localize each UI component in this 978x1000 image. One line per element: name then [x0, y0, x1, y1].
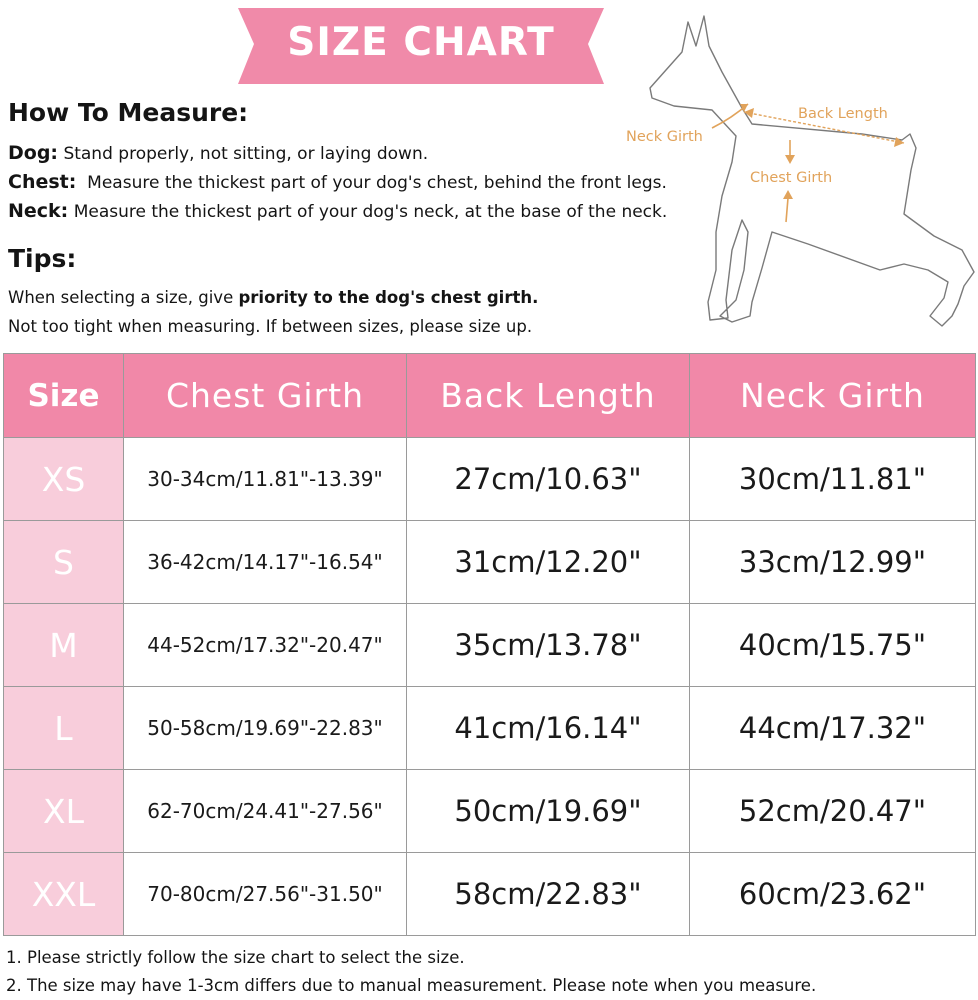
neck-cell: 40cm/15.75": [690, 604, 976, 687]
measure-neck: [8, 200, 667, 222]
dog-measure-diagram: [612, 0, 978, 345]
header-chest-girth: Chest Girth: [124, 354, 407, 438]
neck-cell: 33cm/12.99": [690, 521, 976, 604]
back-cell: 31cm/12.20": [407, 521, 690, 604]
page-title: SIZE CHART: [287, 20, 555, 65]
table-header-row: [4, 354, 976, 438]
size-cell: L: [4, 687, 124, 770]
size-cell: M: [4, 604, 124, 687]
table-row: [4, 687, 976, 770]
table-row: [4, 770, 976, 853]
header-back-length: Back Length: [407, 354, 690, 438]
neck-girth-label: Neck Girth: [626, 129, 703, 145]
size-cell: S: [4, 521, 124, 604]
chest-cell: 50-58cm/19.69"-22.83": [124, 687, 407, 770]
note-1: 1. Please strictly follow the size chart to select the size.: [6, 948, 465, 967]
back-length-label: Back Length: [798, 106, 888, 122]
table-row: [4, 604, 976, 687]
back-cell: 41cm/16.14": [407, 687, 690, 770]
tip-line-2: Not too tight when measuring. If between sizes, please size up.: [8, 317, 533, 336]
size-cell: XS: [4, 438, 124, 521]
measure-dog-label: Dog:: [8, 142, 59, 164]
neck-cell: 44cm/17.32": [690, 687, 976, 770]
tip-line-1-bold: priority to the dog's chest girth.: [238, 288, 539, 307]
neck-cell: 52cm/20.47": [690, 770, 976, 853]
back-cell: 58cm/22.83": [407, 853, 690, 936]
table-row: [4, 853, 976, 936]
chest-cell: 62-70cm/24.41"-27.56": [124, 770, 407, 853]
measure-dog-text: Stand properly, not sitting, or laying down.: [63, 144, 429, 164]
header-neck-girth: Neck Girth: [690, 354, 976, 438]
measure-neck-label: Neck:: [8, 200, 69, 222]
table-row: [4, 521, 976, 604]
chest-cell: 30-34cm/11.81"-13.39": [124, 438, 407, 521]
size-cell: XL: [4, 770, 124, 853]
measure-chest: [8, 171, 667, 193]
measure-chest-label: Chest:: [8, 171, 77, 193]
tip-line-1: [8, 288, 538, 307]
chest-girth-label: Chest Girth: [750, 170, 833, 186]
size-cell: XXL: [4, 853, 124, 936]
table-row: [4, 438, 976, 521]
size-table: [3, 353, 976, 936]
chest-cell: 70-80cm/27.56"-31.50": [124, 853, 407, 936]
chest-cell: 36-42cm/14.17"-16.54": [124, 521, 407, 604]
neck-cell: 30cm/11.81": [690, 438, 976, 521]
tips-heading: Tips:: [8, 244, 77, 273]
measure-chest-text: Measure the thickest part of your dog's chest, behind the front legs.: [87, 173, 667, 193]
note-2: 2. The size may have 1-3cm differs due to manual measurement. Please note when you measure.: [6, 976, 817, 995]
measure-heading: How To Measure:: [8, 98, 249, 127]
measure-neck-text: Measure the thickest part of your dog's neck, at the base of the neck.: [73, 202, 668, 222]
size-chart-banner: [232, 4, 610, 88]
back-cell: 50cm/19.69": [407, 770, 690, 853]
tip-line-1-prefix: When selecting a size, give: [8, 288, 239, 307]
chest-cell: 44-52cm/17.32"-20.47": [124, 604, 407, 687]
back-cell: 35cm/13.78": [407, 604, 690, 687]
back-cell: 27cm/10.63": [407, 438, 690, 521]
neck-cell: 60cm/23.62": [690, 853, 976, 936]
header-size: Size: [4, 354, 124, 438]
measure-dog: [8, 142, 428, 164]
